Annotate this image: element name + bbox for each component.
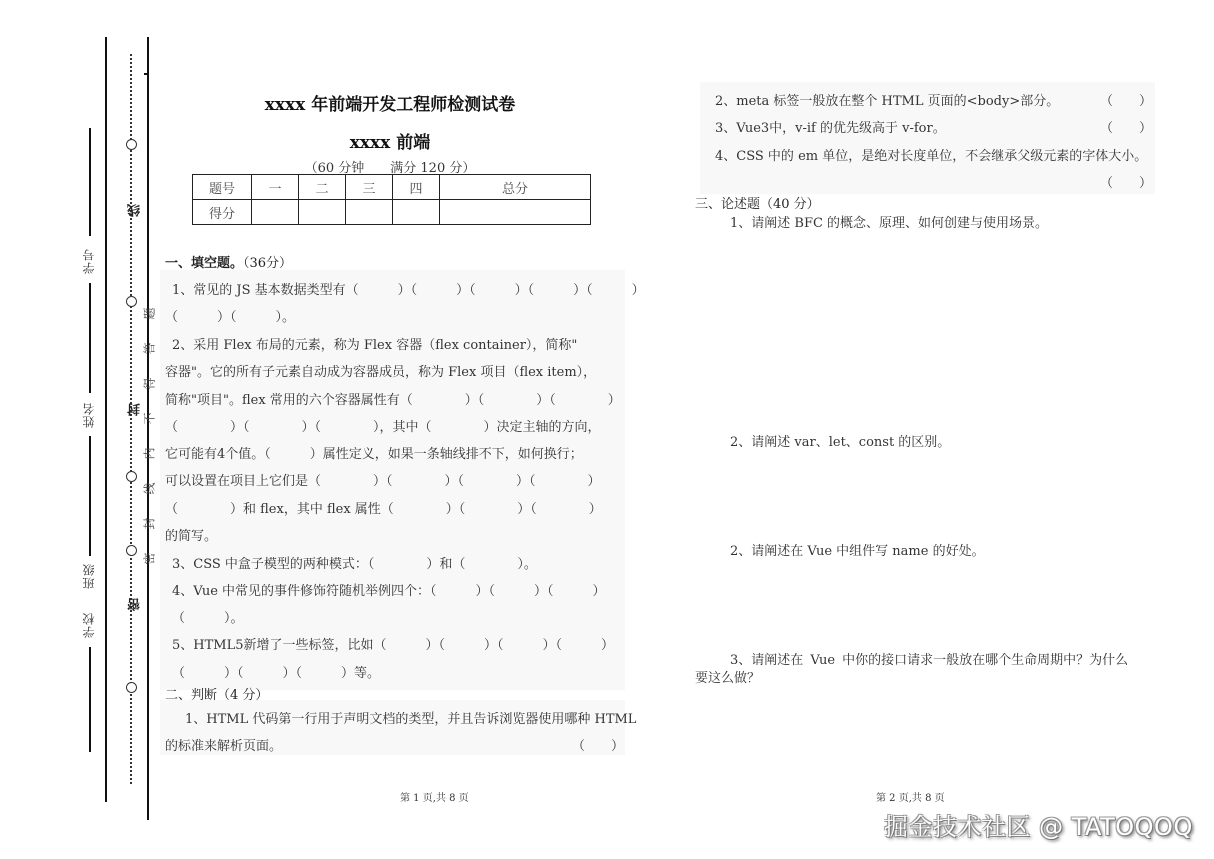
seal-hole-5 [126, 682, 137, 693]
fill-blank-line: （ ）。 [172, 611, 244, 626]
score-cell-total[interactable] [440, 200, 591, 225]
seal-notice-char: 答 [142, 342, 157, 355]
seal-notice-char: 线 [142, 482, 157, 495]
score-header-cell: 二 [299, 175, 346, 200]
score-cell-3[interactable] [346, 200, 393, 225]
fill-blank-line: 1、常见的 JS 基本数据类型有（ ）（ ）（ ）（ ）（ ） [172, 283, 645, 298]
inner-border-line [147, 37, 149, 820]
fill-blank-line: 5、HTML5新增了一些标签，比如（ ）（ ）（ ）（ ） [172, 638, 614, 653]
exam-title: xxxx 年前端开发工程师检测试卷 [264, 95, 516, 115]
score-table-header-row [193, 175, 591, 200]
score-table [192, 174, 591, 225]
seal-hole-3 [126, 471, 137, 482]
judgement-q1-answer[interactable]: （ ） [572, 739, 625, 754]
seal-char-secret: 密 [128, 598, 143, 611]
school-line [89, 647, 91, 752]
judgement-q3-answer[interactable]: （ ） [1100, 121, 1153, 136]
score-table-score-row [193, 200, 591, 225]
score-row-label: 得分 [193, 200, 252, 225]
fill-blank-line: （ ）和 flex，其中 flex 属性（ ）（ ）（ ） [165, 502, 602, 517]
score-header-cell: 四 [393, 175, 440, 200]
judgement-q2-answer[interactable]: （ ） [1100, 94, 1153, 109]
seal-dotted-line [130, 54, 132, 784]
fill-blank-line: （ ）（ ）（ ），其中（ ）决定主轴的方向， [165, 420, 601, 435]
section2-heading: 二、判断（4 分） [165, 688, 269, 703]
judgement-q3: 3、Vue3中，v-if 的优先级高于 v-for。 [715, 121, 946, 136]
name-label: 姓名 [82, 402, 96, 428]
seal-notice-char: 封 [142, 517, 157, 530]
student-id-line [89, 128, 91, 236]
seal-char-seal: 封 [128, 403, 143, 416]
fill-blank-line: 的简写。 [165, 529, 218, 544]
section3-heading: 三、论述题（40 分） [695, 197, 820, 212]
page1-footer: 第 1 页,共 8 页 [400, 793, 469, 804]
fill-blank-line: （ ）（ ）。 [165, 310, 296, 325]
fill-blank-line: 可以设置在项目上它们是（ ）（ ）（ ）（ ） [165, 474, 601, 489]
fill-blank-line: 简称"项目"。flex 常用的六个容器属性有（ ）（ ）（ ） [165, 393, 621, 408]
seal-hole-2 [126, 296, 137, 307]
essay-question: 2、请阐述 var、let、const 的区别。 [730, 435, 951, 450]
essay-question: 3、请阐述在 Vue 中你的接口请求一般放在哪个生命周期中？为什么 [730, 653, 1129, 668]
fill-blank-line: 4、Vue 中常见的事件修饰符随机举例四个：（ ）（ ）（ ） [172, 584, 606, 599]
exam-subtitle: xxxx 前端 [349, 133, 431, 153]
section1-heading: 一、填空题。（36分） [165, 256, 293, 271]
score-header-cell: 三 [346, 175, 393, 200]
fill-blank-line: 2、采用 Flex 布局的元素，称为 Flex 容器（flex container），简称" [172, 338, 578, 353]
essay-question-cont: 要这么做？ [695, 671, 761, 686]
score-cell-2[interactable] [299, 200, 346, 225]
seal-notice-char: 密 [142, 552, 157, 565]
judgement-q4: 4、CSS 中的 em 单位，是绝对长度单位，不会继承父级元素的字体大小。 [715, 149, 1148, 164]
outer-border-line [105, 37, 107, 802]
name-class-line [89, 436, 91, 556]
seal-notice-char: 内 [142, 447, 157, 460]
fill-blank-line: 容器"。它的所有子元素自动成为容器成员，称为 Flex 项目（flex item）， [165, 365, 597, 380]
seal-hole-1 [126, 139, 137, 150]
name-id-line [89, 283, 91, 393]
score-cell-4[interactable] [393, 200, 440, 225]
exam-info: （60 分钟 满分 120 分） [304, 161, 476, 176]
school-label: 学校 [82, 612, 96, 638]
class-label: 班级 [82, 563, 96, 589]
score-header-cell: 一 [252, 175, 299, 200]
score-cell-1[interactable] [252, 200, 299, 225]
score-header-cell: 总分 [440, 175, 591, 200]
judgement-q1-line2: 的标准来解析页面。 [165, 739, 283, 754]
judgement-q1-line1: 1、HTML 代码第一行用于声明文档的类型，并且告诉浏览器使用哪种 HTML [185, 712, 637, 727]
fill-blank-line: 3、CSS 中盒子模型的两种模式：（ ）和（ ）。 [172, 557, 537, 572]
essay-question: 2、请阐述在 Vue 中组件写 name 的好处。 [730, 544, 985, 559]
fill-blank-line: （ ）（ ）（ ）等。 [172, 666, 381, 681]
inner-tick [144, 73, 149, 75]
student-id-label: 学号 [82, 248, 96, 274]
fill-blank-line: 它可能有4个值。（ ）属性定义，如果一条轴线排不下，如何换行； [165, 447, 583, 462]
seal-char-line: 线 [128, 204, 143, 217]
judgement-q2: 2、meta 标签一般放在整个 HTML 页面的<body>部分。 [715, 94, 1060, 109]
seal-notice-char: 不 [142, 412, 157, 425]
score-header-cell: 题号 [193, 175, 252, 200]
seal-notice-char: 得 [142, 377, 157, 390]
judgement-q4-answer[interactable]: （ ） [1100, 176, 1153, 191]
page2-footer: 第 2 页,共 8 页 [876, 793, 945, 804]
essay-question: 1、请阐述 BFC 的概念、原理、如何创建与使用场景。 [730, 216, 1049, 231]
seal-hole-4 [126, 545, 137, 556]
watermark: 掘金技术社区 @ TATOQOQ [884, 813, 1193, 841]
seal-notice-char: 题 [142, 307, 157, 320]
